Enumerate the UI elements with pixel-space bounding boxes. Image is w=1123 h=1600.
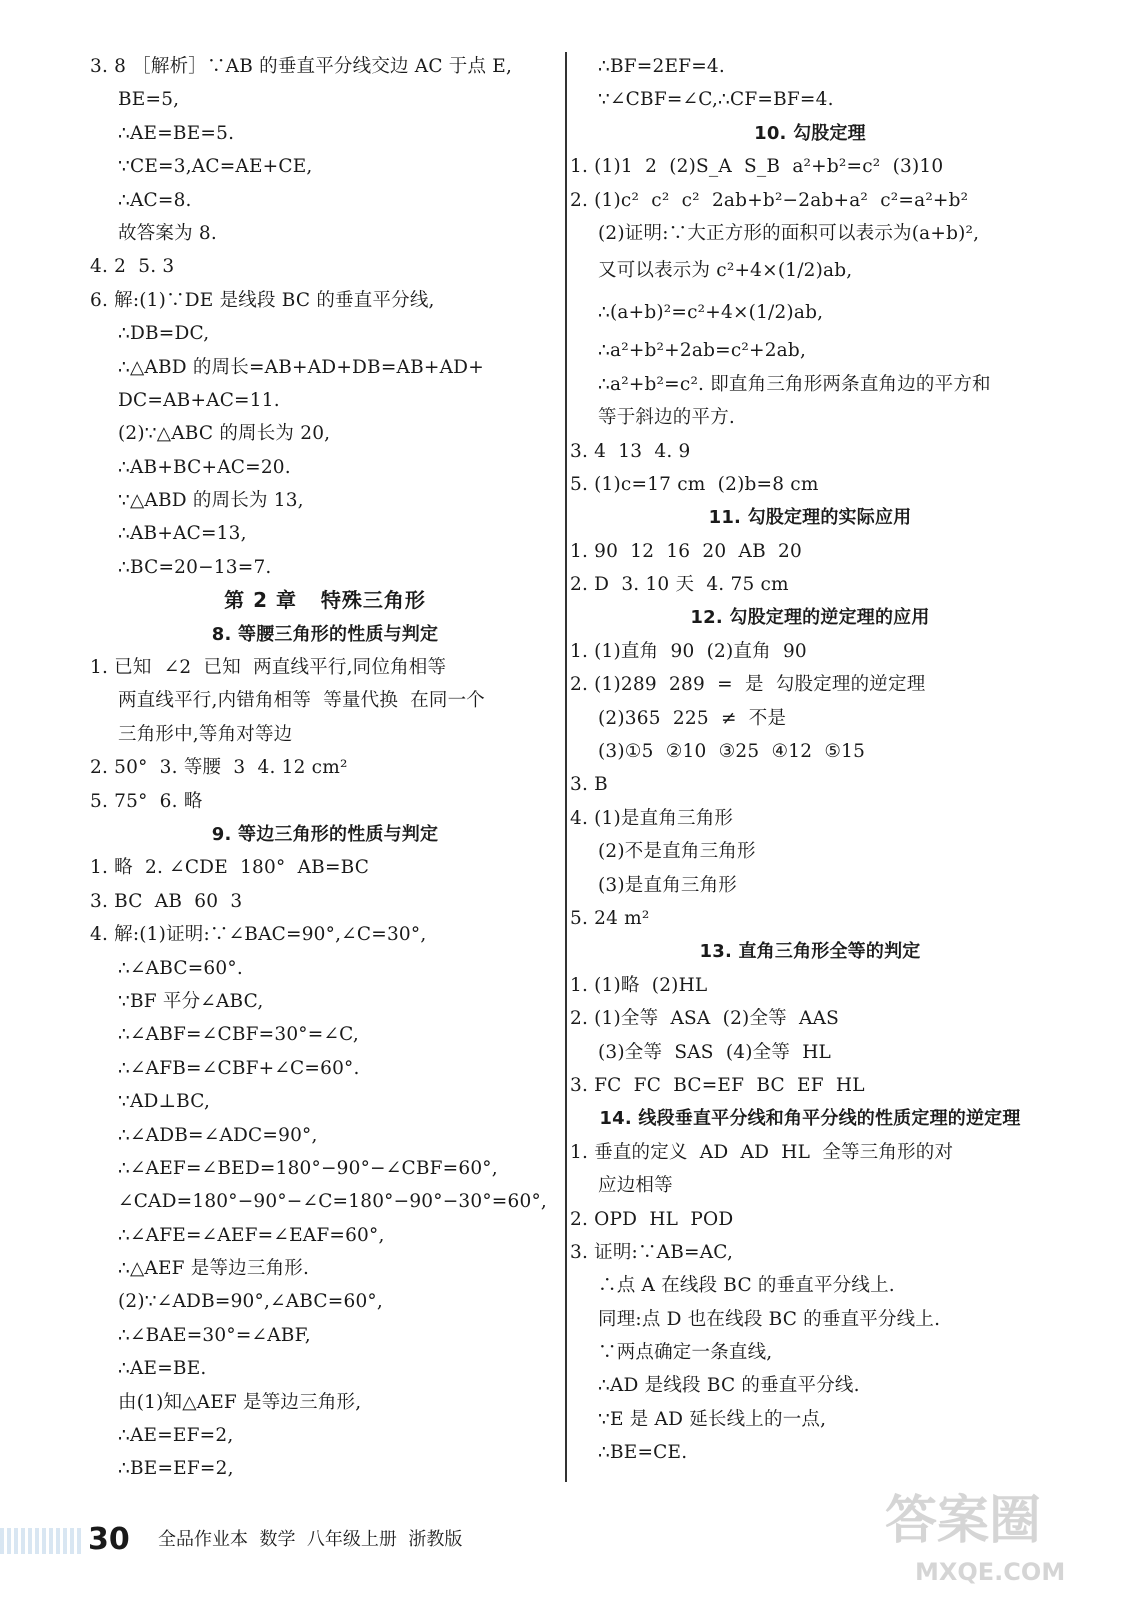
answer-line: ∵E 是 AD 延长线上的一点,: [598, 1408, 827, 1430]
section-heading: 12. 勾股定理的逆定理的应用: [690, 607, 930, 629]
answer-line: ∴AE=BE.: [118, 1358, 207, 1380]
answer-line: (2)证明:∵大正方形的面积可以表示为(a+b)²,: [598, 222, 980, 244]
answer-line: ∵AD⊥BC,: [118, 1091, 211, 1113]
watermark-logo: [875, 1480, 1105, 1590]
right-column: [570, 50, 1050, 1470]
answer-line: BE=5,: [118, 89, 180, 111]
answer-line: 2. OPD HL POD: [570, 1208, 734, 1230]
watermark-text: 答案圈: [885, 1491, 1042, 1551]
page-number: 30: [88, 1522, 130, 1557]
answer-line: 1. (1)1 2 (2)S_A S_B a²+b²=c² (3)10: [570, 156, 944, 178]
answer-line: ∴a²+b²=c². 即直角三角形两条直角边的平方和: [598, 373, 991, 395]
answer-line: ∵两点确定一条直线,: [598, 1342, 773, 1364]
answer-line: ∴BC=20−13=7.: [118, 556, 272, 578]
answer-line: 2. 50° 3. 等腰 3 4. 12 cm²: [90, 757, 348, 779]
answer-line: 1. (1)略 (2)HL: [570, 974, 708, 996]
answer-line: (2)不是直角三角形: [598, 841, 756, 863]
section-heading: 8. 等腰三角形的性质与判定: [211, 623, 439, 645]
answer-line: ∴(a+b)²=c²+4×(1/2)ab,: [598, 302, 824, 324]
answer-line: (3)是直角三角形: [598, 874, 738, 896]
answer-line: ∴△AEF 是等边三角形.: [118, 1258, 310, 1280]
answer-line: 1. 略 2. ∠CDE 180° AB=BC: [90, 857, 370, 879]
footer-decoration: [0, 1528, 82, 1554]
watermark-url: MXQE.COM: [915, 1558, 1066, 1586]
answer-line: 6. 解:(1)∵DE 是线段 BC 的垂直平分线,: [90, 289, 435, 311]
answer-line: 3. FC FC BC=EF BC EF HL: [570, 1074, 865, 1096]
answer-line: (3)①5 ②10 ③25 ④12 ⑤15: [598, 741, 866, 763]
answer-line: ∴BE=CE.: [598, 1442, 688, 1464]
answer-line: 同理:点 D 也在线段 BC 的垂直平分线上.: [598, 1308, 941, 1330]
answer-line: ∴AE=EF=2,: [118, 1425, 234, 1447]
answer-line: 3. 证明:∵AB=AC,: [570, 1241, 734, 1263]
answer-line: 故答案为 8.: [118, 222, 217, 244]
answer-line: 三角形中,等角对等边: [118, 723, 293, 745]
answer-line: 2. (1)c² c² c² 2ab+b²−2ab+a² c²=a²+b²: [570, 189, 969, 211]
answer-line: (3)全等 SAS (4)全等 HL: [598, 1041, 832, 1063]
answer-line: ∴∠ABF=∠CBF=30°=∠C,: [118, 1024, 359, 1046]
answer-line: (2)365 225 ≠ 不是: [598, 707, 787, 729]
section-heading: 10. 勾股定理: [754, 122, 866, 144]
answer-line: 应边相等: [598, 1175, 673, 1197]
answer-line: 由(1)知△AEF 是等边三角形,: [118, 1391, 362, 1413]
answer-line: 2. (1)全等 ASA (2)全等 AAS: [570, 1008, 840, 1030]
answer-line: ∴∠AFE=∠AEF=∠EAF=60°,: [118, 1224, 385, 1246]
answer-line: 4. 解:(1)证明:∵∠BAC=90°,∠C=30°,: [90, 924, 427, 946]
answer-line: 1. (1)直角 90 (2)直角 90: [570, 640, 807, 662]
answer-line: 5. (1)c=17 cm (2)b=8 cm: [570, 473, 819, 495]
answer-line: 3. BC AB 60 3: [90, 890, 243, 912]
left-column: [90, 50, 560, 1486]
answer-line: 3. B: [570, 774, 608, 796]
answer-line: ∴∠BAE=30°=∠ABF,: [118, 1324, 311, 1346]
answer-line: ∴∠ADB=∠ADC=90°,: [118, 1124, 318, 1146]
answer-line: 2. (1)289 289 = 是 勾股定理的逆定理: [570, 674, 926, 696]
answer-line: ∵∠CBF=∠C,∴CF=BF=4.: [598, 89, 834, 111]
answer-line: ∴点 A 在线段 BC 的垂直平分线上.: [598, 1275, 895, 1297]
section-heading: 11. 勾股定理的实际应用: [708, 507, 912, 529]
answer-line: 1. 已知 ∠2 已知 两直线平行,同位角相等: [90, 657, 447, 679]
answer-line: ∴BE=EF=2,: [118, 1458, 234, 1480]
answer-line: ∴∠AFB=∠CBF+∠C=60°.: [118, 1057, 360, 1079]
answer-line: 4. 2 5. 3: [90, 256, 175, 278]
answer-line: ∵△ABD 的周长为 13,: [118, 490, 304, 512]
answer-line: (2)∵△ABC 的周长为 20,: [118, 423, 331, 445]
answer-line: ∵BF 平分∠ABC,: [118, 990, 264, 1012]
column-divider: [565, 52, 567, 1482]
answer-line: ∠CAD=180°−90°−∠C=180°−90°−30°=60°,: [118, 1191, 547, 1213]
answer-line: (2)∵∠ADB=90°,∠ABC=60°,: [118, 1291, 383, 1313]
answer-line: ∴DB=DC,: [118, 323, 210, 345]
answer-line: 2. D 3. 10 天 4. 75 cm: [570, 574, 789, 596]
answer-line: 5. 75° 6. 略: [90, 790, 203, 812]
answer-line: ∴BF=2EF=4.: [598, 56, 725, 77]
answer-line: 1. 90 12 16 20 AB 20: [570, 540, 802, 562]
book-title: 全品作业本 数学 八年级上册 浙教版: [158, 1529, 463, 1550]
answer-line: 5. 24 m²: [570, 907, 650, 929]
section-heading: 13. 直角三角形全等的判定: [699, 941, 921, 963]
answer-line: ∴AB+AC=13,: [118, 523, 247, 545]
answer-line: ∴△ABD 的周长=AB+AD+DB=AB+AD+: [118, 356, 484, 378]
answer-line: ∴AD 是线段 BC 的垂直平分线.: [598, 1375, 860, 1397]
section-heading: 9. 等边三角形的性质与判定: [211, 823, 439, 845]
answer-line: 两直线平行,内错角相等 等量代换 在同一个: [118, 690, 486, 712]
section-heading: 第 2 章 特殊三角形: [224, 588, 426, 613]
answer-line: 1. 垂直的定义 AD AD HL 全等三角形的对: [570, 1141, 954, 1163]
section-heading: 14. 线段垂直平分线和角平分线的性质定理的逆定理: [599, 1108, 1021, 1130]
answer-line: ∴AC=8.: [118, 189, 192, 211]
answer-line: DC=AB+AC=11.: [118, 389, 280, 411]
answer-line: ∴AE=BE=5.: [118, 122, 235, 144]
answer-line: ∴a²+b²+2ab=c²+2ab,: [598, 340, 807, 362]
answer-line: ∵CE=3,AC=AE+CE,: [118, 156, 313, 178]
answer-line: ∴∠AEF=∠BED=180°−90°−∠CBF=60°,: [118, 1157, 498, 1179]
answer-line: 3. 8 ［解析］∵AB 的垂直平分线交边 AC 于点 E,: [90, 56, 513, 77]
answer-line: ∴∠ABC=60°.: [118, 957, 243, 979]
answer-line: 4. (1)是直角三角形: [570, 807, 734, 829]
answer-line: 等于斜边的平方.: [598, 407, 735, 429]
answer-line: 3. 4 13 4. 9: [570, 440, 691, 462]
answer-line: 又可以表示为 c²+4×(1/2)ab,: [598, 260, 853, 282]
answer-line: ∴AB+BC+AC=20.: [118, 456, 291, 478]
